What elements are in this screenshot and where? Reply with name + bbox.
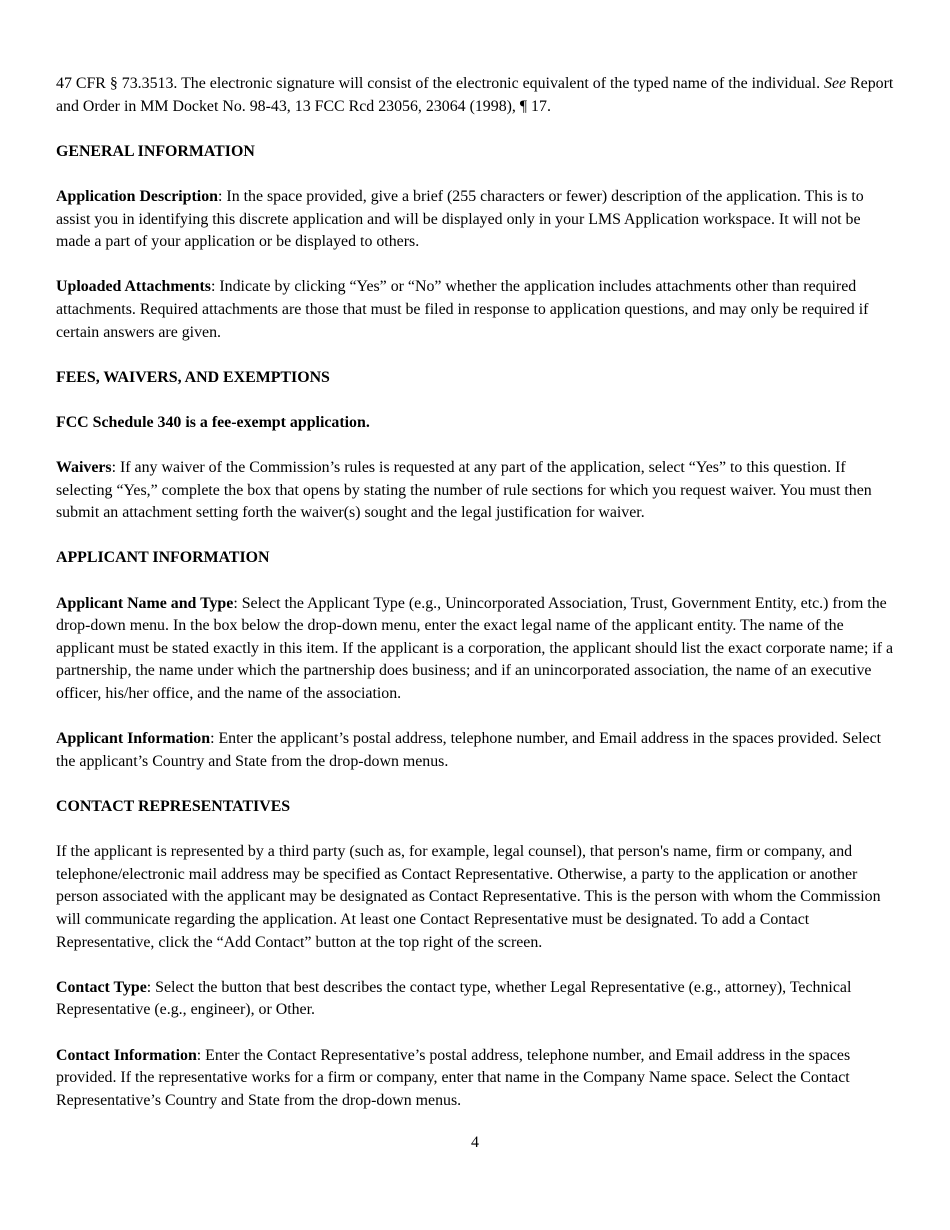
applicant-name-type-text: : Select the Applicant Type (e.g., Unincorporated Association, Trust, Government Entity, etc.) from the drop-down menu. In the box below the drop-down menu, enter the exact legal name of the applicant entity. The name of the applicant must be stated exactly in this item. If the applicant is a corporation, the applicant should list the exact corporate name; if a partnership, the name under which the partnership does business; and if an unincorporated association, the name of an executive officer, his/her office, and the name of the association. bbox=[56, 594, 894, 703]
document-page bbox=[56, 73, 898, 1135]
contact-type-label: Contact Type bbox=[56, 978, 147, 996]
uploaded-attachments-paragraph bbox=[56, 276, 898, 344]
contact-type-text: : Select the button that best describes the contact type, whether Legal Representative (e.g., attorney), Technical Representative (e.g., engineer), or Other. bbox=[56, 978, 852, 1019]
applicant-name-type-label: Applicant Name and Type bbox=[56, 594, 234, 612]
page-number: 4 bbox=[471, 1134, 479, 1151]
applicant-information-heading: APPLICANT INFORMATION bbox=[56, 549, 270, 567]
intro-text-continued: Report and Order in MM Docket No. 98-43, 13 FCC Rcd 23056, 23064 (1998), ¶ 17. bbox=[56, 75, 894, 115]
contact-type-paragraph bbox=[56, 977, 898, 1022]
intro-paragraph bbox=[56, 73, 898, 118]
application-description-text: : In the space provided, give a brief (255 characters or fewer) description of the application. This is to assist you in identifying this discrete application and will be displayed only in your LMS Application workspace. It will not be made a part of your application or be displayed to others. bbox=[56, 187, 864, 251]
application-description-paragraph bbox=[56, 186, 898, 254]
uploaded-attachments-text: : Indicate by clicking “Yes” or “No” whether the application includes attachments other than required attachments. Required attachments are those that must be filed in response to application questions, and may only be required if certain answers are given. bbox=[56, 278, 869, 341]
applicant-name-type-paragraph bbox=[56, 593, 898, 706]
fees-heading: FEES, WAIVERS, AND EXEMPTIONS bbox=[56, 368, 330, 386]
waivers-text: : If any waiver of the Commission’s rules is requested at any part of the application, select “Yes” to this question. If selecting “Yes,” complete the box that opens by stating the number of rule sections for which you request waiver. You must then submit an attachment setting forth the waiver(s) sought and the legal justification for waiver. bbox=[56, 459, 872, 522]
uploaded-attachments-label: Uploaded Attachments bbox=[56, 278, 211, 296]
fee-exempt-statement: FCC Schedule 340 is a fee-exempt application. bbox=[56, 413, 370, 431]
contact-information-paragraph bbox=[56, 1045, 898, 1113]
contact-information-label: Contact Information bbox=[56, 1046, 197, 1064]
waivers-paragraph bbox=[56, 457, 898, 525]
see-citation: See bbox=[824, 75, 847, 92]
contact-information-text: : Enter the Contact Representative’s postal address, telephone number, and Email address in the spaces provided. If the representative works for a firm or company, enter that name in the Company Name space. Select the Contact Representative’s Country and State from the drop-down menus. bbox=[56, 1046, 851, 1109]
applicant-info-label: Applicant Information bbox=[56, 730, 211, 748]
applicant-info-text: : Enter the applicant’s postal address, telephone number, and Email address in the spaces provided. Select the applicant’s Country and State from the drop-down menus. bbox=[56, 730, 882, 770]
general-information-heading: GENERAL INFORMATION bbox=[56, 142, 255, 160]
applicant-info-paragraph bbox=[56, 728, 898, 773]
contact-representatives-heading: CONTACT REPRESENTATIVES bbox=[56, 798, 291, 815]
intro-text: 47 CFR § 73.3513. The electronic signature will consist of the electronic equivalent of the typed name of the individual. bbox=[56, 75, 825, 92]
waivers-label: Waivers bbox=[56, 459, 112, 477]
contact-representatives-intro: If the applicant is represented by a third party (such as, for example, legal counsel), that person's name, firm or company, and telephone/electronic mail address may be specified as Contact Representative. Otherwise, a party to the application or another person associated with the applicant may be designated as Contact Representative. This is the person with whom the Commission will communicate regarding the application. At least one Contact Representative must be designated. To add a Contact Representative, click the “Add Contact” button at the top right of the screen. bbox=[56, 843, 881, 951]
application-description-label: Application Description bbox=[56, 187, 219, 205]
